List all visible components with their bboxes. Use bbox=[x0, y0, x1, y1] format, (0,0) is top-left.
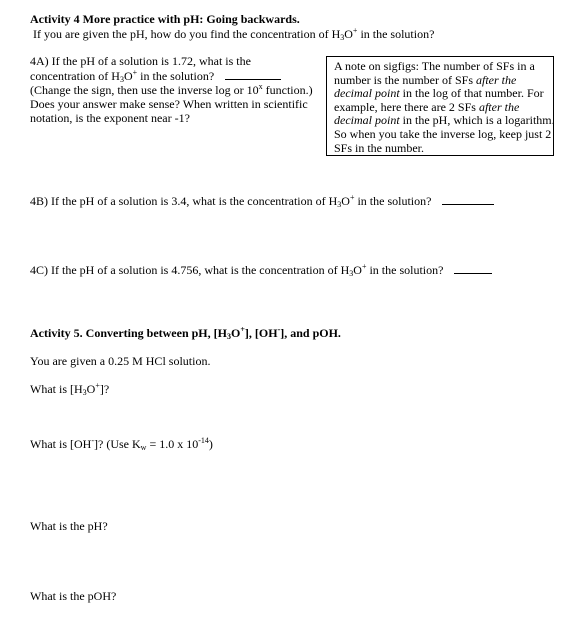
a5-title-text-b: O bbox=[230, 326, 241, 340]
q4a-l3-text: (Change the sign, then use the inverse log or 10 bbox=[30, 83, 259, 97]
q4a-line2 bbox=[30, 68, 325, 83]
a5-title-sup2: - bbox=[277, 325, 281, 334]
q-oh-text: What is [OH bbox=[30, 437, 92, 451]
q-oh-sub: w bbox=[140, 443, 147, 452]
a5-title-text-d: ], and pOH. bbox=[280, 326, 341, 340]
question-ph: What is the pH? bbox=[30, 519, 108, 533]
note-line1: A note on sigfigs: The number of SFs in a bbox=[334, 59, 535, 73]
q-oh-text-b: ]? (Use K bbox=[94, 437, 141, 451]
q4b-text: 4B) If the pH of a solution is 3.4, what is the concentration of H bbox=[30, 194, 338, 208]
question-oh bbox=[30, 437, 213, 452]
note-line6: So when you take the inverse log, keep just 2 bbox=[334, 126, 552, 141]
q4c-sup: + bbox=[361, 262, 367, 271]
q-h3o-sup: + bbox=[95, 381, 100, 390]
note-l4-em: after the bbox=[478, 99, 520, 114]
note-l5-em: decimal point bbox=[334, 113, 400, 128]
a5-title-text: Activity 5. Converting between pH, [H bbox=[30, 326, 227, 340]
q-h3o-sub: 3 bbox=[82, 388, 87, 397]
activity4-intro bbox=[33, 27, 434, 42]
q-oh-sup2: -14 bbox=[198, 436, 209, 445]
note-line5 bbox=[334, 114, 553, 128]
q4c-text-b: O bbox=[353, 263, 362, 277]
note-line4 bbox=[334, 101, 553, 115]
activity4-title: Activity 4 More practice with pH: Going backwards. bbox=[30, 12, 300, 26]
q4a-answer-blank[interactable] bbox=[225, 68, 281, 80]
a5-title-text-c: ], [OH bbox=[244, 326, 278, 340]
q4a-l3-sup: x bbox=[258, 82, 263, 91]
question-h3o bbox=[30, 382, 109, 397]
intro-text-b: O bbox=[344, 27, 353, 41]
note-line2 bbox=[334, 74, 553, 88]
question-poh: What is the pOH? bbox=[30, 589, 117, 603]
intro-sup: + bbox=[352, 26, 358, 35]
q-h3o-text-c: ]? bbox=[99, 382, 110, 396]
question-4a bbox=[30, 54, 325, 125]
question-4c bbox=[30, 262, 492, 278]
q4a-line3 bbox=[30, 83, 325, 97]
note-l2-em: after the bbox=[476, 72, 517, 87]
q4a-line1: 4A) If the pH of a solution is 1.72, what is the bbox=[30, 54, 251, 68]
q4b-text-b: O bbox=[341, 194, 350, 208]
intro-sub: 3 bbox=[340, 33, 345, 42]
note-l4-text: example, here there are 2 SFs bbox=[334, 99, 479, 114]
a5-title-sub: 3 bbox=[226, 332, 231, 341]
q-oh-text-d: ) bbox=[208, 437, 213, 451]
q4c-sub: 3 bbox=[349, 269, 354, 278]
note-l2-text: number is the number of SFs bbox=[334, 72, 476, 87]
q4a-l2-sup: + bbox=[132, 68, 138, 77]
q4b-answer-blank[interactable] bbox=[442, 193, 494, 205]
question-4b bbox=[30, 193, 494, 209]
intro-text: If you are given the pH, how do you find the concentration of H bbox=[33, 27, 341, 41]
q-h3o-text: What is [H bbox=[30, 382, 83, 396]
activity5-given: You are given a 0.25 M HCl solution. bbox=[30, 354, 211, 368]
q4b-sup: + bbox=[349, 193, 355, 202]
intro-text-c: in the solution? bbox=[357, 27, 435, 41]
q4a-l2-sub: 3 bbox=[119, 75, 124, 84]
q4a-l2-text: concentration of H bbox=[30, 69, 120, 83]
q4a-line5: notation, is the exponent near -1? bbox=[30, 111, 190, 125]
note-l3-em: decimal point bbox=[334, 86, 400, 101]
note-line3 bbox=[334, 87, 553, 101]
note-line7: SFs in the number. bbox=[334, 140, 425, 155]
q4c-answer-blank[interactable] bbox=[454, 262, 492, 274]
a5-title-sup: + bbox=[240, 325, 245, 334]
q4c-text: 4C) If the pH of a solution is 4.756, what is the concentration of H bbox=[30, 263, 350, 277]
q-h3o-text-b: O bbox=[86, 382, 96, 396]
activity5-title bbox=[30, 326, 341, 341]
q-oh-text-c: = 1.0 x 10 bbox=[146, 437, 199, 451]
q4a-line4: Does your answer make sense? When written in scientific bbox=[30, 97, 308, 111]
q-oh-sup: - bbox=[91, 436, 94, 445]
q4b-text-c: in the solution? bbox=[354, 194, 432, 208]
sigfig-note-box bbox=[326, 56, 554, 156]
q4a-l2-text-b: O bbox=[123, 69, 133, 83]
q4a-l2-text-c: in the solution? bbox=[137, 69, 215, 83]
q4a-l3-text-b: function.) bbox=[262, 83, 313, 97]
q4b-sub: 3 bbox=[337, 200, 342, 209]
note-l3-text: in the log of that number. For bbox=[399, 86, 544, 101]
q4c-text-c: in the solution? bbox=[366, 263, 444, 277]
note-l5-text: in the pH, which is a logarithm. bbox=[399, 113, 555, 128]
